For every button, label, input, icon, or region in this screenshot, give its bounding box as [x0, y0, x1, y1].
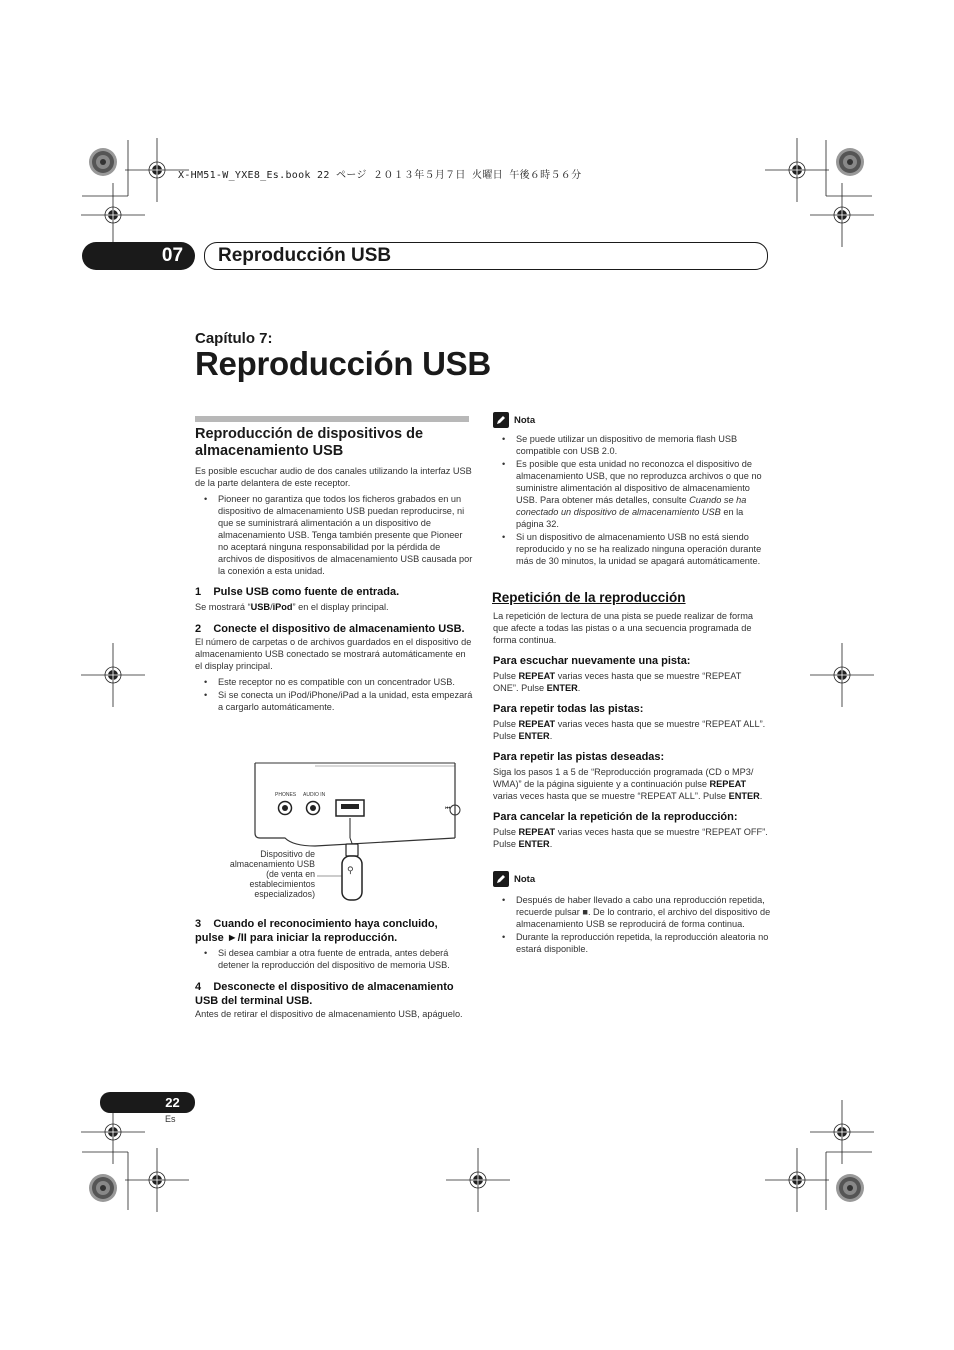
- section-divider: [195, 416, 469, 422]
- page-number: 22: [165, 1095, 180, 1110]
- text-span: Siga los pasos 1 a 5 de “Reproducción programada (CD o MP3/ WMA)” de la página siguiente y a continuación pulse: [493, 767, 754, 789]
- caption-line: almacenamiento USB: [229, 859, 315, 869]
- prev-track-icon: ⏮: [445, 805, 451, 812]
- usb-stick-icon: [342, 844, 362, 900]
- section-title: Reproducción de dispositivos de almacenamiento USB: [195, 426, 424, 459]
- bold-key: REPEAT: [518, 719, 556, 729]
- note-1-bullets: [493, 433, 773, 567]
- list-item: • Se puede utilizar un dispositivo de memoria flash USB compatible con USB 2.0.: [493, 433, 773, 457]
- step-3-heading-a: 3 Cuando el reconocimiento haya concluido,: [195, 918, 438, 930]
- left-column-lower: [195, 917, 473, 1020]
- note-1: [493, 412, 773, 568]
- repeat-one-text: [493, 670, 768, 694]
- svg-text:⚲: ⚲: [347, 866, 354, 876]
- text-span: Pulse: [493, 827, 519, 837]
- list-item: • Después de haber llevado a cabo una reproducción repetida, recuerde pulsar ■. De lo contrario, el archivo del dispositivo de almacenamiento USB se reproducirá de forma continua.: [493, 894, 773, 930]
- chapter-bar-title: Reproducción USB: [218, 245, 392, 266]
- step-1-heading: 1 Pulse USB como fuente de entrada.: [195, 586, 400, 598]
- step-2-heading: 2 Conecte el dispositivo de almacenamiento USB.: [195, 623, 465, 635]
- audio-in-label: AUDIO IN: [303, 792, 326, 798]
- bold-key: REPEAT: [709, 779, 747, 789]
- note-label: Nota: [514, 414, 536, 426]
- list-item: • Este receptor no es compatible con un concentrador USB.: [195, 676, 473, 688]
- text-span: varias veces hasta que se muestre “REPEAT ONE”. Pulse: [493, 671, 742, 693]
- text-span: .: [759, 791, 763, 801]
- list-item: • Si se conecta un iPod/iPhone/iPad a la unidad, esta empezará a cargarlo automáticamente.: [195, 689, 473, 713]
- text-span: varias veces hasta que se muestre “REPEAT ALL”. Pulse: [493, 791, 729, 801]
- cross-reference: Cuando se ha conectado un dispositivo de almacenamiento USB: [516, 495, 747, 517]
- repeat-all-heading: Para repetir todas las pistas:: [493, 703, 644, 715]
- text-span: .: [549, 731, 553, 741]
- step-3-heading-b: pulse ►/II para iniciar la reproducción.: [195, 932, 398, 944]
- repeat-intro: La repetición de lectura de una pista se puede realizar de forma que afecte a todas las pistas o a una secuencia programada de forma continua.: [493, 611, 753, 645]
- text-span: varias veces hasta que se muestre “REPEAT OFF”. Pulse: [493, 827, 768, 849]
- note-header: [493, 871, 773, 887]
- left-column: [195, 465, 473, 714]
- bold-key: ENTER: [546, 683, 578, 693]
- figure-caption: [205, 849, 315, 899]
- audio-in-jack-core: [310, 805, 316, 811]
- repeat-cancel-text: [493, 826, 768, 850]
- step-4-text: Antes de retirar el dispositivo de almacenamiento USB, apáguelo.: [195, 1009, 463, 1019]
- phones-label: PHONES: [275, 792, 297, 798]
- text-span: Se mostrará “: [195, 602, 251, 612]
- repeat-section-title: Repetición de la reproducción: [492, 590, 686, 605]
- repeat-section: [493, 610, 768, 850]
- list-item: • Si desea cambiar a otra fuente de entrada, antes deberá detener la reproducción del dispositivo de memoria USB.: [195, 947, 473, 971]
- text-span: Es posible que esta unidad no reconozca el dispositivo de almacenamiento USB, que no reproduzca archivos o que no suministre alimentación al dispositivo de almacenamiento USB. Para obtener más detalles, consulte: [516, 459, 762, 505]
- text-span: .: [577, 683, 581, 693]
- chapter-label: Capítulo 7:: [195, 330, 273, 347]
- intro-text: Es posible escuchar audio de dos canales utilizando la interfaz USB de la parte delantera de este receptor.: [195, 466, 472, 488]
- note-label: Nota: [514, 873, 536, 885]
- bold-key: ENTER: [728, 791, 760, 801]
- page-language: Es: [165, 1114, 176, 1124]
- repeat-desired-text: [493, 766, 768, 802]
- caption-line: establecimientos: [249, 879, 315, 889]
- page-title: Reproducción USB: [195, 345, 491, 382]
- list-item: • Si un dispositivo de almacenamiento USB no está siendo reproducido y no se ha realizado ninguna operación durante más de 30 minutos, la unidad se apagará automáticamente.: [493, 531, 773, 567]
- text-span: en la página 32.: [516, 507, 744, 529]
- bold-usb: USB: [250, 602, 271, 612]
- text-span: Pulse: [493, 719, 519, 729]
- repeat-all-text: [493, 718, 768, 742]
- text-span: varias veces hasta que se muestre “REPEAT ALL”. Pulse: [493, 719, 766, 741]
- caption-line: especializados): [254, 889, 315, 899]
- list-item: • Durante la reproducción repetida, la reproducción aleatoria no estará disponible.: [493, 931, 773, 955]
- step-2-bullets: [195, 676, 473, 713]
- step-2-text: El número de carpetas o de archivos guardados en el dispositivo de almacenamiento USB conectado se mostrará automáticamente en el display principal.: [195, 637, 472, 671]
- phones-jack-core: [282, 805, 288, 811]
- step-4-heading: 4 Desconecte el dispositivo de almacenamiento USB del terminal USB.: [195, 981, 457, 1007]
- list-item: [493, 458, 773, 530]
- print-header: X-HM51-W_YXE8_Es.book 22 ページ ２０１３年５月７日 火曜日 午後６時５６分: [178, 170, 582, 181]
- usb-port-slot: [341, 804, 359, 809]
- note-pencil-icon: [493, 412, 509, 428]
- bold-ipod: iPod: [272, 602, 293, 612]
- bold-key: REPEAT: [518, 827, 556, 837]
- repeat-cancel-heading: Para cancelar la repetición de la reproducción:: [493, 811, 738, 823]
- note-header: [493, 412, 773, 428]
- text-span: .: [549, 839, 553, 849]
- bold-key: REPEAT: [518, 671, 556, 681]
- note-2-bullets: [493, 894, 773, 955]
- list-item: • Pioneer no garantiza que todos los ficheros grabados en un dispositivo de almacenamiento USB puedan reproducirse, ni que se suministrará alimentación a un dispositivo de almacenamiento USB. Tenga también presente que Pioneer no aceptará ninguna responsabilidad por la pérdida de archivos de dispositivos de almacenamiento USB causada por la conexión a esta unidad.: [195, 493, 473, 577]
- note-pencil-icon: [493, 871, 509, 887]
- text-span: /: [270, 602, 273, 612]
- bold-key: ENTER: [518, 731, 550, 741]
- step-3-bullets: [195, 947, 473, 971]
- repeat-one-heading: Para escuchar nuevamente una pista:: [493, 655, 691, 667]
- text-span: Pulse: [493, 671, 519, 681]
- step-1-text: [195, 601, 473, 613]
- caption-line: (de venta en: [266, 869, 315, 879]
- chapter-number: 07: [161, 245, 184, 266]
- text-span: ” en el display principal.: [292, 602, 389, 612]
- note-2: [493, 871, 773, 956]
- caption-line: Dispositivo de: [260, 849, 315, 859]
- intro-bullets: [195, 493, 473, 577]
- repeat-desired-heading: Para repetir las pistas deseadas:: [493, 751, 665, 763]
- bold-key: ENTER: [518, 839, 550, 849]
